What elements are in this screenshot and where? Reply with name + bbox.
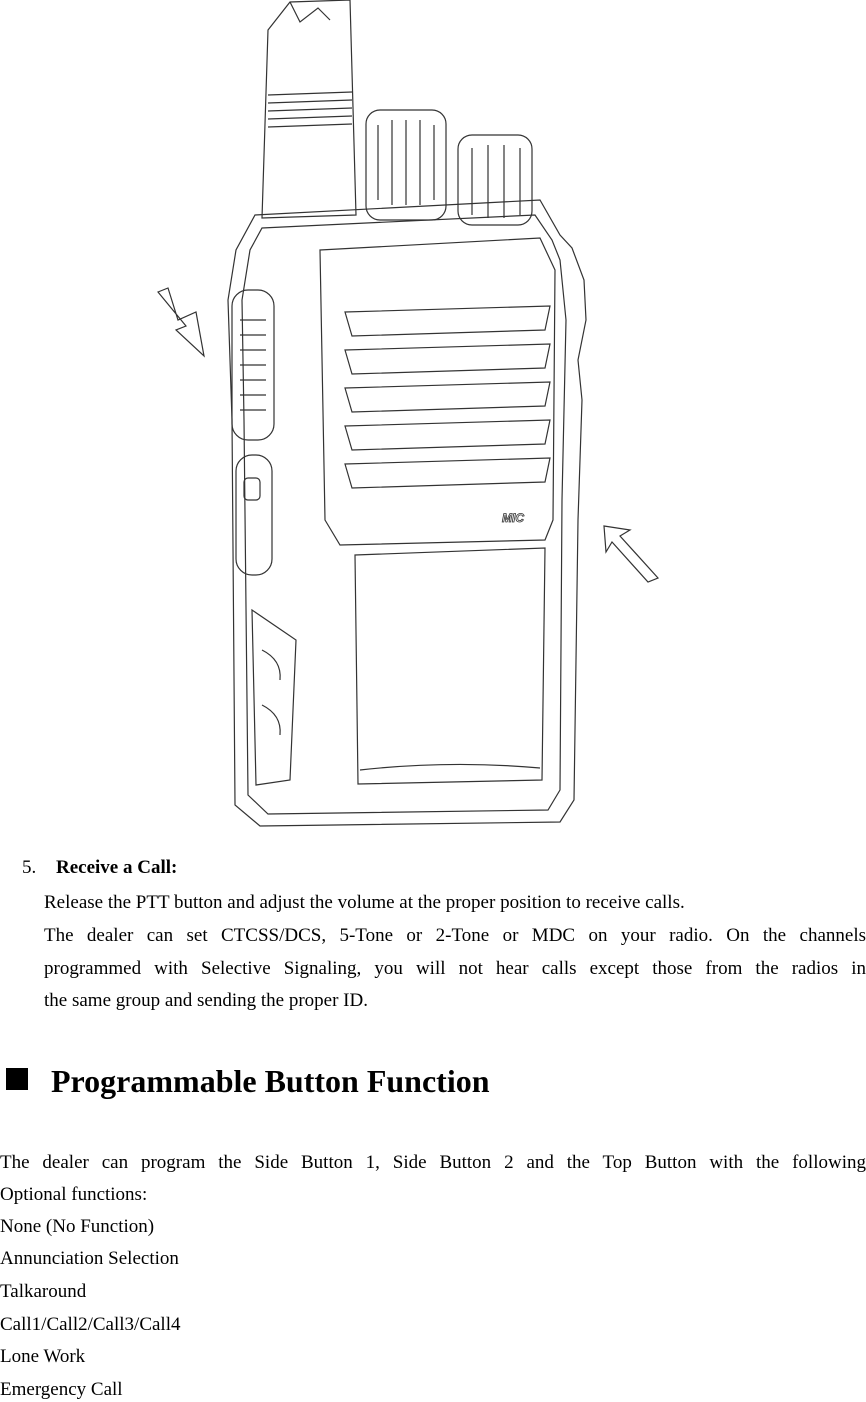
option-item: Talkaround [0, 1281, 87, 1302]
paragraph-line: Release the PTT button and adjust the volume at the proper position to receive calls. [44, 892, 685, 913]
radio-illustration [140, 0, 680, 830]
option-item: Lone Work [0, 1346, 86, 1367]
right-arrow-icon [604, 526, 658, 582]
option-item: None (No Function) [0, 1216, 155, 1237]
radio-body [228, 200, 586, 826]
section-heading: Programmable Button Function [51, 1063, 490, 1099]
ptt-button [232, 290, 274, 440]
paragraph-line: The dealer can set CTCSS/DCS, 5-Tone or 2-Tone or MDC on your radio. On the channels [44, 925, 866, 946]
mic-label: MIC [502, 511, 524, 525]
option-item: Call1/Call2/Call3/Call4 [0, 1314, 181, 1335]
left-arrow-icon [158, 288, 204, 356]
paragraph-line: programmed with Selective Signaling, you will not hear calls except those from the radios in [44, 958, 866, 979]
intro-line: The dealer can program the Side Button 1, Side Button 2 and the Top Button with the following [0, 1152, 866, 1173]
heading-square-bullet [6, 1068, 28, 1090]
paragraph-line: the same group and sending the proper ID. [44, 990, 368, 1011]
section-title: Receive a Call: [56, 857, 178, 878]
intro-line: Optional functions: [0, 1184, 148, 1205]
section-number: 5. [22, 857, 37, 878]
antenna [262, 0, 356, 218]
channel-knob [366, 110, 446, 220]
option-item: Emergency Call [0, 1379, 123, 1400]
option-item: Annunciation Selection [0, 1248, 179, 1269]
volume-knob [458, 135, 532, 225]
